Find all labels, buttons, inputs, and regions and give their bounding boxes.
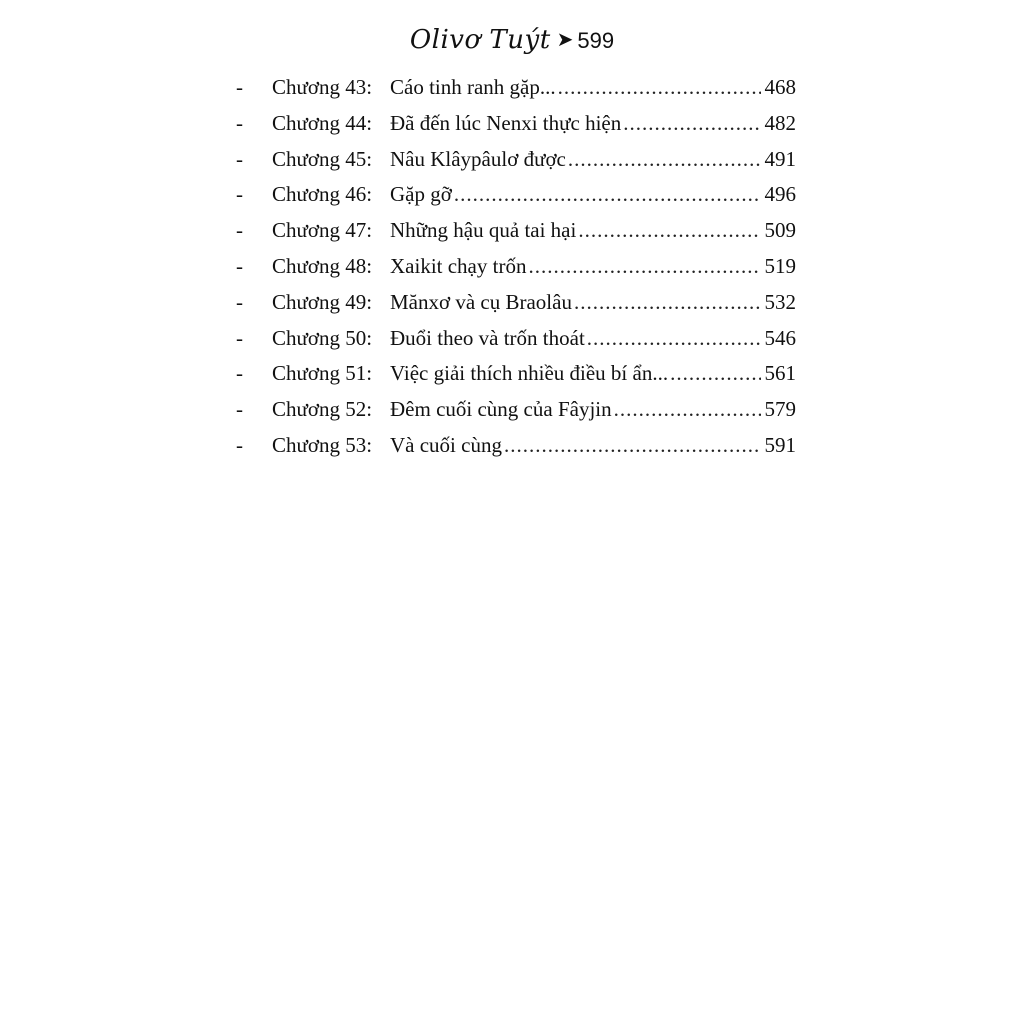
- toc-entry-title: Đuổi theo và trốn thoát: [390, 325, 585, 350]
- toc-entry: [390, 142, 796, 178]
- dot-leader: [504, 428, 761, 464]
- toc-row: [236, 177, 796, 213]
- dot-leader: [587, 321, 761, 357]
- toc-entry-title: Những hậu quả tai hại: [390, 218, 577, 243]
- toc-page-number: 591: [764, 432, 796, 457]
- toc-row: [236, 142, 796, 178]
- toc-row: [236, 213, 796, 249]
- dot-leader: [623, 106, 760, 142]
- toc-page-number: 482: [764, 110, 796, 135]
- toc-chapter-label: Chương 48:: [272, 253, 373, 278]
- toc-page-number: 519: [764, 253, 796, 278]
- page-number: 599: [577, 28, 615, 53]
- toc-row: [236, 321, 796, 357]
- toc-entry-title: Xaikit chạy trốn: [390, 253, 527, 278]
- toc-page-number: 546: [764, 325, 796, 350]
- toc-row: [236, 70, 796, 106]
- toc-dash: -: [236, 182, 243, 207]
- toc-chapter-label: Chương 49:: [272, 289, 373, 314]
- toc-dash: -: [236, 325, 243, 350]
- toc-chapter-label: Chương 50:: [272, 325, 373, 350]
- dot-leader: [558, 70, 761, 106]
- toc-entry: [390, 321, 796, 357]
- toc-entry: [390, 70, 796, 106]
- toc-entry-title: Đã đến lúc Nenxi thực hiện: [390, 110, 622, 135]
- toc-chapter-label: Chương 47:: [272, 218, 373, 243]
- toc-dash: -: [236, 397, 243, 422]
- dot-leader: [670, 356, 760, 392]
- toc-page-number: 561: [764, 361, 796, 386]
- running-header: [0, 22, 1024, 58]
- toc-entry-title: Nâu Klâypâulơ được: [390, 146, 566, 171]
- toc-entry: [390, 392, 796, 428]
- toc-entry: [390, 106, 796, 142]
- toc-page-number: 496: [764, 182, 796, 207]
- dot-leader: [578, 213, 760, 249]
- toc-row: [236, 285, 796, 321]
- dot-leader: [614, 392, 761, 428]
- toc-dash: -: [236, 289, 243, 314]
- toc-page-number: 468: [764, 75, 796, 99]
- toc-chapter-label: Chương 44:: [272, 110, 373, 135]
- toc-dash: -: [236, 432, 243, 457]
- toc-entry: [390, 177, 796, 213]
- toc-chapter-label: Chương 43:: [272, 75, 373, 99]
- dot-leader: [528, 249, 760, 285]
- toc-entry-title: Và cuối cùng: [390, 432, 502, 457]
- toc-dash: -: [236, 110, 243, 135]
- toc-page-number: 491: [764, 146, 796, 171]
- toc-dash: -: [236, 253, 243, 278]
- toc-page-number: 509: [764, 218, 796, 243]
- toc-row: [236, 106, 796, 142]
- toc-entry: [390, 249, 796, 285]
- toc-entry-title: Mănxơ và cụ Braolâu: [390, 289, 572, 314]
- toc-row: [236, 428, 796, 464]
- book-title: Olivơ Tuýt: [409, 25, 551, 55]
- toc-entry: [390, 285, 796, 321]
- toc-page-number: 579: [764, 397, 796, 422]
- dot-leader: [574, 285, 761, 321]
- toc-page-number: 532: [764, 289, 796, 314]
- toc-entry-title: Việc giải thích nhiều điều bí ẩn...: [390, 361, 669, 386]
- toc-chapter-label: Chương 53:: [272, 432, 373, 457]
- toc-row: [236, 392, 796, 428]
- toc-entry-title: Cáo tinh ranh gặp...: [390, 75, 556, 99]
- toc-chapter-label: Chương 46:: [272, 182, 373, 207]
- toc-dash: -: [236, 146, 243, 171]
- toc-entry-title: Gặp gỡ: [390, 182, 452, 207]
- toc-dash: -: [236, 361, 243, 386]
- toc-chapter-label: Chương 52:: [272, 397, 373, 422]
- toc-row: [236, 356, 796, 392]
- toc-dash: -: [236, 75, 243, 99]
- toc-entry-title: Đêm cuối cùng của Fâyjin: [390, 397, 612, 422]
- toc-entry: [390, 428, 796, 464]
- toc-entry: [390, 213, 796, 249]
- toc-entry: [390, 356, 796, 392]
- table-of-contents: [236, 70, 796, 464]
- dot-leader: [454, 177, 761, 213]
- toc-dash: -: [236, 218, 243, 243]
- toc-row: [236, 249, 796, 285]
- toc-chapter-label: Chương 51:: [272, 361, 373, 386]
- right-triangle-arrow-icon: ➤: [556, 27, 574, 51]
- dot-leader: [568, 142, 761, 178]
- toc-chapter-label: Chương 45:: [272, 146, 373, 171]
